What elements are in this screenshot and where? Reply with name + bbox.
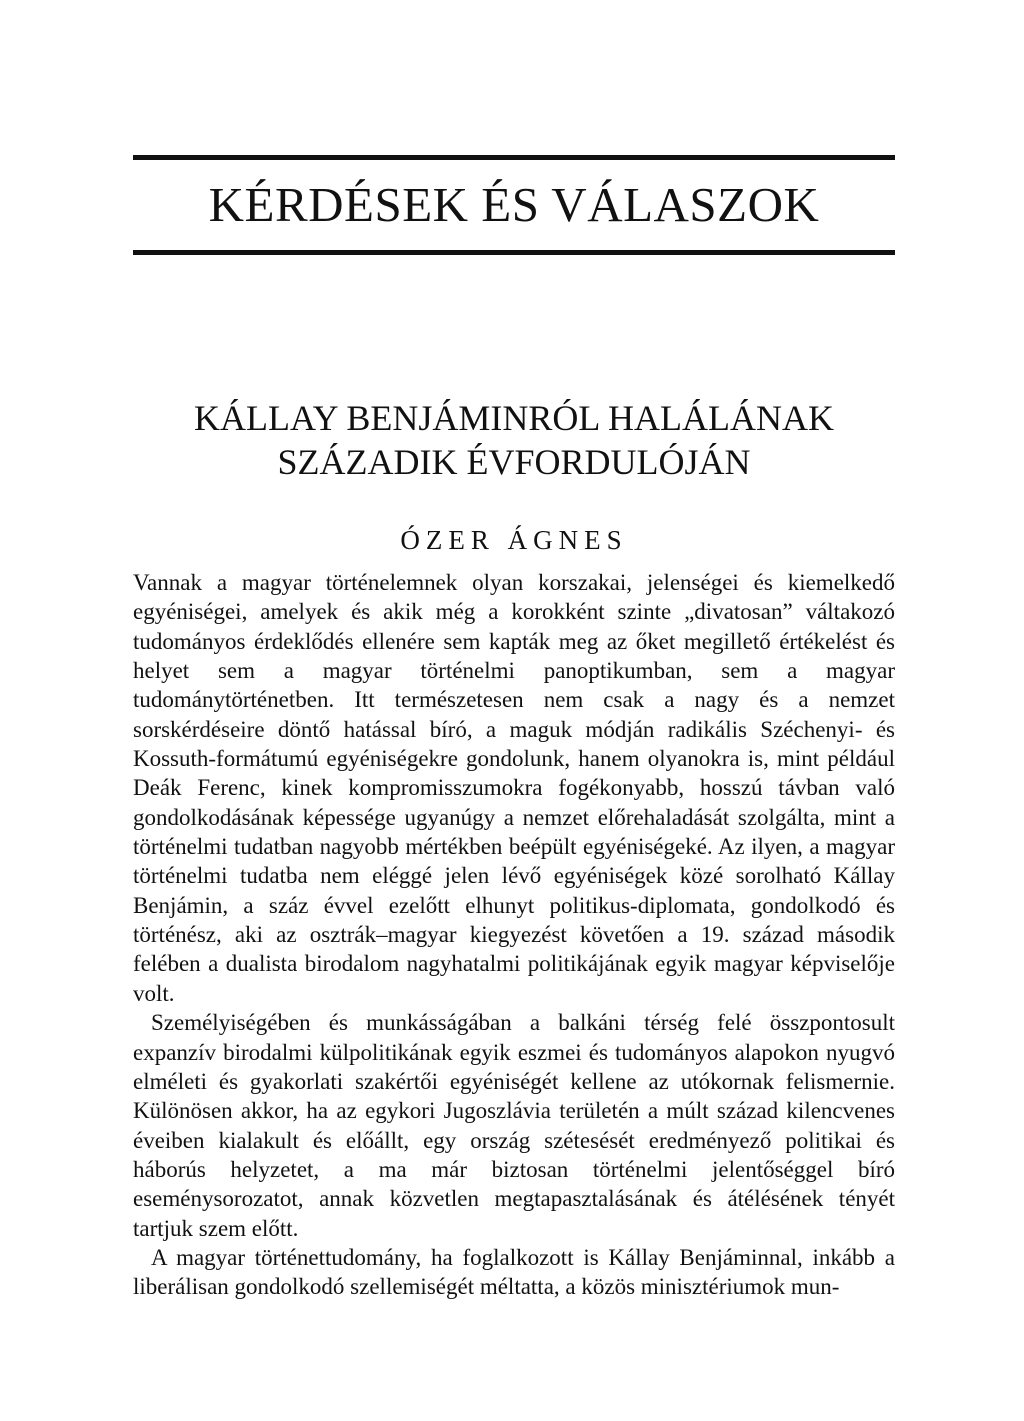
bottom-rule xyxy=(133,250,895,255)
paragraph-1: Vannak a magyar történelemnek olyan korszakai, jelenségei és kiemelkedő egyéniségei, amelyek és akik még a korokként szinte „divatosan” váltakozó tudományos érdeklődés ellenére sem kapták meg az őket megillető értékelést és helyet sem a magyar történelmi panoptikumban, sem a magyar tudománytörténetben. Itt természetesen nem csak a nagy és a nemzet sorskérdéseire döntő hatással bíró, a maguk módján radikális Széchenyi- és Kossuth-formátumú egyéniségekre gondolunk, hanem olyanokra is, mint például Deák Ferenc, kinek kompromisszumokra fogékonyabb, hosszú távban való gondolkodásának képessége ugyanúgy a nemzet előrehaladását szolgálta, mint a történelmi tudatban nagyobb mértékben beépült egyéniségeké. Az ilyen, a magyar történelmi tudatba nem eléggé jelen lévő egyéniségek közé sorolható Kállay Benjámin, a száz évvel ezelőtt elhunyt politikus-diplomata, gondolkodó és történész, aki az osztrák–magyar kiegyezést követően a 19. század második felében a dualista birodalom nagyhatalmi politikájának egyik magyar képviselője volt. xyxy=(133,570,895,1006)
article-title xyxy=(133,396,895,484)
top-rule xyxy=(133,155,895,160)
paragraph-2: Személyiségében és munkásságában a balkáni térség felé összpontosult expanzív birodalmi külpolitikának egyik eszmei és tudományos alapokon nyugvó elméleti és gyakorlati szakértői egyéniségét kellene az utókornak felismernie. Különösen akkor, ha az egykori Jugoszlávia területén a múlt század kilencvenes éveiben kialakult és előállt, egy ország szétesését eredményező politikai és háborús helyzetet, a ma már biztosan történelmi jelentőséggel bíró eseménysorozatot, annak közvetlen megtapasztalásának és átélésének tényét tartjuk szem előtt. xyxy=(133,1010,895,1241)
article-body xyxy=(133,568,895,1302)
author-name: ÓZER ÁGNES xyxy=(400,525,628,555)
paragraph-3: A magyar történettudomány, ha foglalkozott is Kállay Benjáminnal, inkább a liberálisan gondolkodó szellemiségét méltatta, a közös minisztériumok mun- xyxy=(133,1244,895,1300)
article-title-line-1: KÁLLAY BENJÁMINRÓL HALÁLÁNAK xyxy=(194,398,834,438)
section-title: KÉRDÉSEK ÉS VÁLASZOK xyxy=(208,177,820,232)
article-title-line-2: SZÁZADIK ÉVFORDULÓJÁN xyxy=(277,442,751,482)
